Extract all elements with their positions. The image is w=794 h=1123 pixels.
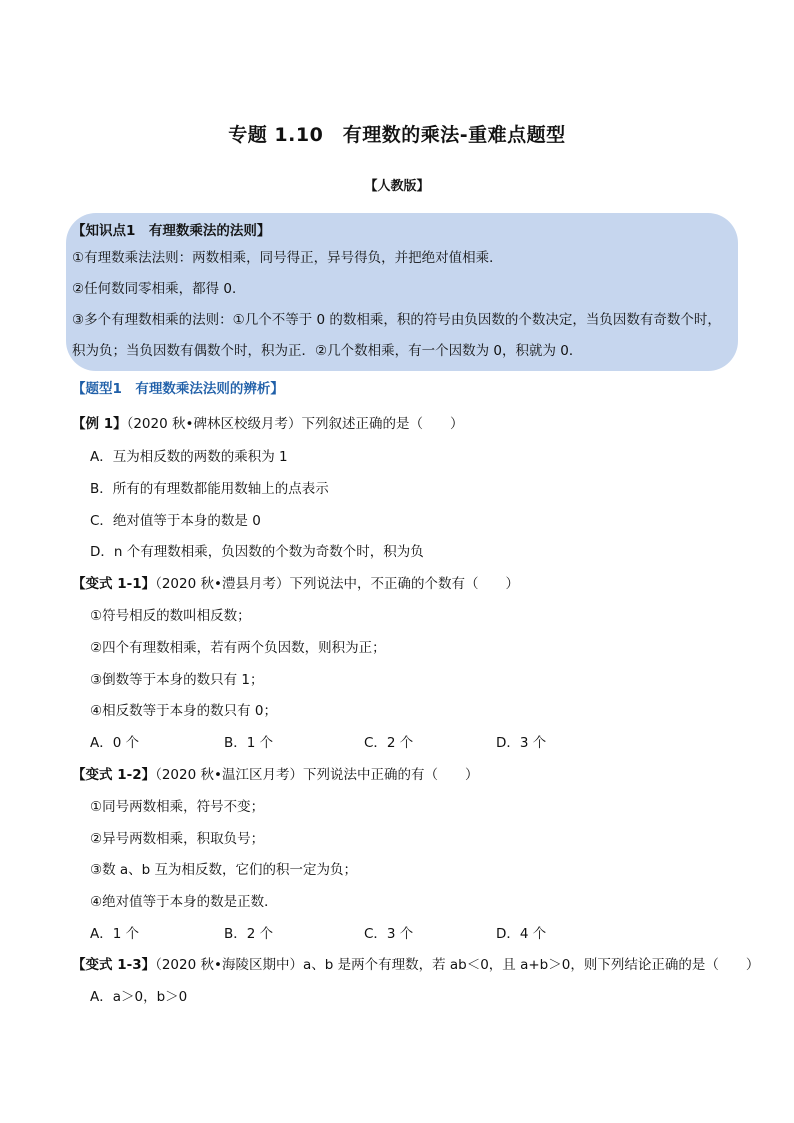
question-variant-1-1 (72, 572, 519, 592)
answer-choice: B．2 个 (224, 926, 274, 942)
question-item: ③倒数等于本身的数只有 1； (90, 672, 264, 688)
edition-label: 【人教版】 (364, 179, 430, 194)
question-item: A．互为相反数的两数的乘积为 1 (90, 449, 288, 465)
question-item: ①符号相反的数叫相反数； (90, 608, 251, 624)
question-item: B．所有的有理数都能用数轴上的点表示 (90, 481, 329, 497)
question-item: ③数 a、b 互为相反数，它们的积一定为负； (90, 862, 358, 878)
knowledge-point-heading: 【知识点1 有理数乘法的法则】 (72, 223, 271, 239)
question-item: ①同号两数相乘，符号不变； (90, 799, 265, 815)
answer-choice: C．3 个 (364, 926, 414, 942)
answer-choice: D．3 个 (496, 735, 547, 751)
question-item: ②四个有理数相乘，若有两个负因数，则积为正； (90, 640, 386, 656)
question-tag: 【例 1】 (72, 416, 127, 432)
knowledge-point-line: ①有理数乘法法则：两数相乘，同号得正，异号得负，并把绝对值相乘． (72, 250, 503, 266)
knowledge-point-line: ②任何数同零相乘，都得 0． (72, 281, 246, 297)
question-stem: （2020 秋•温江区月考）下列说法中正确的有（ ） (155, 767, 479, 783)
question-item: A．a＞0，b＞0 (90, 989, 188, 1005)
question-item: ②异号两数相乘，积取负号； (90, 831, 265, 847)
answer-choice: D．4 个 (496, 926, 547, 942)
page-title: 专题 1.10 有理数的乘法-重难点题型 (228, 124, 566, 146)
question-example-1 (72, 412, 463, 432)
question-stem: （2020 秋•澧县月考）下列说法中，不正确的个数有（ ） (155, 576, 519, 592)
question-item: D．n 个有理数相乘，负因数的个数为奇数个时，积为负 (90, 544, 424, 560)
answer-choice: B．1 个 (224, 735, 274, 751)
question-item: ④相反数等于本身的数只有 0； (90, 703, 277, 719)
question-item: C．绝对值等于本身的数是 0 (90, 513, 261, 529)
knowledge-point-box (66, 213, 738, 371)
answer-choice: A．0 个 (90, 735, 140, 751)
answer-choice: C．2 个 (364, 735, 414, 751)
question-stem: （2020 秋•碑林区校级月考）下列叙述正确的是（ ） (126, 416, 464, 432)
question-variant-1-3 (72, 953, 759, 973)
section-header: 【题型1 有理数乘法法则的辨析】 (72, 381, 284, 397)
question-tag: 【变式 1-3】 (72, 957, 156, 973)
knowledge-point-line: ③多个有理数相乘的法则：①几个不等于 0 的数相乘，积的符号由负因数的个数决定，当负因数有奇数个时，积为负；当负因数有偶数个时，积为正．②几个数相乘，有一个因数为 0，积就为 0． (72, 312, 721, 359)
question-item: ④绝对值等于本身的数是正数． (90, 894, 278, 910)
question-stem: （2020 秋•海陵区期中）a、b 是两个有理数，若 ab＜0，且 a+b＞0，则下列结论正确的是（ ） (155, 957, 760, 973)
answer-choice: A．1 个 (90, 926, 140, 942)
question-tag: 【变式 1-1】 (72, 576, 156, 592)
question-variant-1-2 (72, 763, 478, 783)
question-tag: 【变式 1-2】 (72, 767, 156, 783)
